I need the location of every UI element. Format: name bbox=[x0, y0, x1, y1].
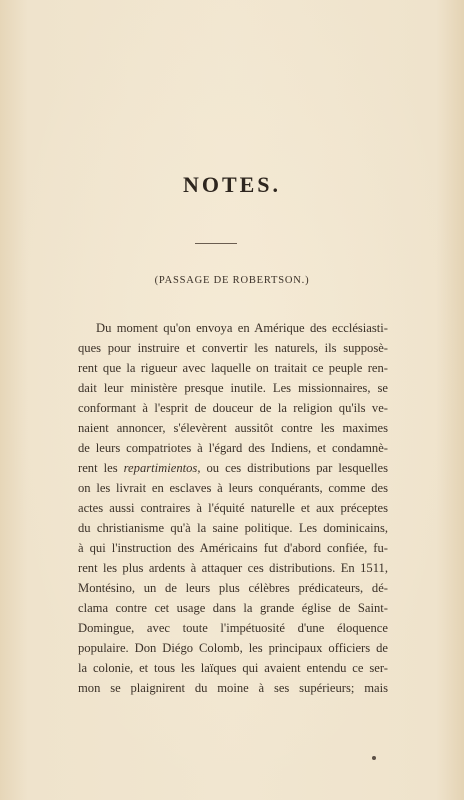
section-subtitle: (PASSAGE DE ROBERTSON.) bbox=[154, 275, 310, 286]
text-line: de leurs compatriotes à l'égard des Indiens, et condamnè- bbox=[78, 441, 388, 455]
body-text bbox=[78, 318, 388, 698]
page-title: NOTES. bbox=[182, 172, 282, 197]
text-line: populaire. Don Diégo Colomb, les principaux officiers de bbox=[78, 641, 388, 655]
italic-term: repartimientos bbox=[123, 461, 198, 475]
text-line: conformant à l'esprit de douceur de la religion qu'ils ve- bbox=[78, 401, 388, 415]
text-line: rent les plus ardents à attaquer ces distributions. En 1511, bbox=[78, 561, 388, 575]
text-line bbox=[78, 458, 388, 478]
text-line: rent que la rigueur avec laquelle on traitait ce peuple ren- bbox=[78, 361, 388, 375]
text-line: la colonie, et tous les laïques qui avaient entendu ce ser- bbox=[78, 661, 388, 675]
text-line: dait leur ministère presque inutile. Les missionnaires, se bbox=[78, 381, 388, 395]
text-line: Du moment qu'on envoya en Amérique des ecclésiasti- bbox=[96, 321, 388, 335]
text-line: actes aussi contraires à l'équité naturelle et aux préceptes bbox=[78, 501, 388, 515]
text-segment: , ou ces distributions par lesquelles bbox=[197, 461, 388, 475]
text-segment: rent les bbox=[78, 461, 118, 475]
text-line: ques pour instruire et convertir les naturels, ils supposè- bbox=[78, 341, 388, 355]
text-line: Montésino, un de leurs plus célèbres prédicateurs, dé- bbox=[78, 581, 388, 595]
title-divider bbox=[195, 243, 237, 244]
text-line: mon se plaignirent du moine à ses supérieurs; mais bbox=[78, 681, 388, 695]
text-line: du christianisme qu'à la saine politique. Les dominicains, bbox=[78, 521, 388, 535]
text-line: Domingue, avec toute l'impétuosité d'une éloquence bbox=[78, 621, 388, 635]
text-line: clama contre cet usage dans la grande église de Saint- bbox=[78, 601, 388, 615]
ink-speck bbox=[372, 756, 376, 760]
text-line: à qui l'instruction des Américains fut d'abord confiée, fu- bbox=[78, 541, 388, 555]
text-line: naient annoncer, s'élevèrent aussitôt contre les maximes bbox=[78, 421, 388, 435]
text-line: on les livrait en esclaves à leurs conquérants, comme des bbox=[78, 481, 388, 495]
